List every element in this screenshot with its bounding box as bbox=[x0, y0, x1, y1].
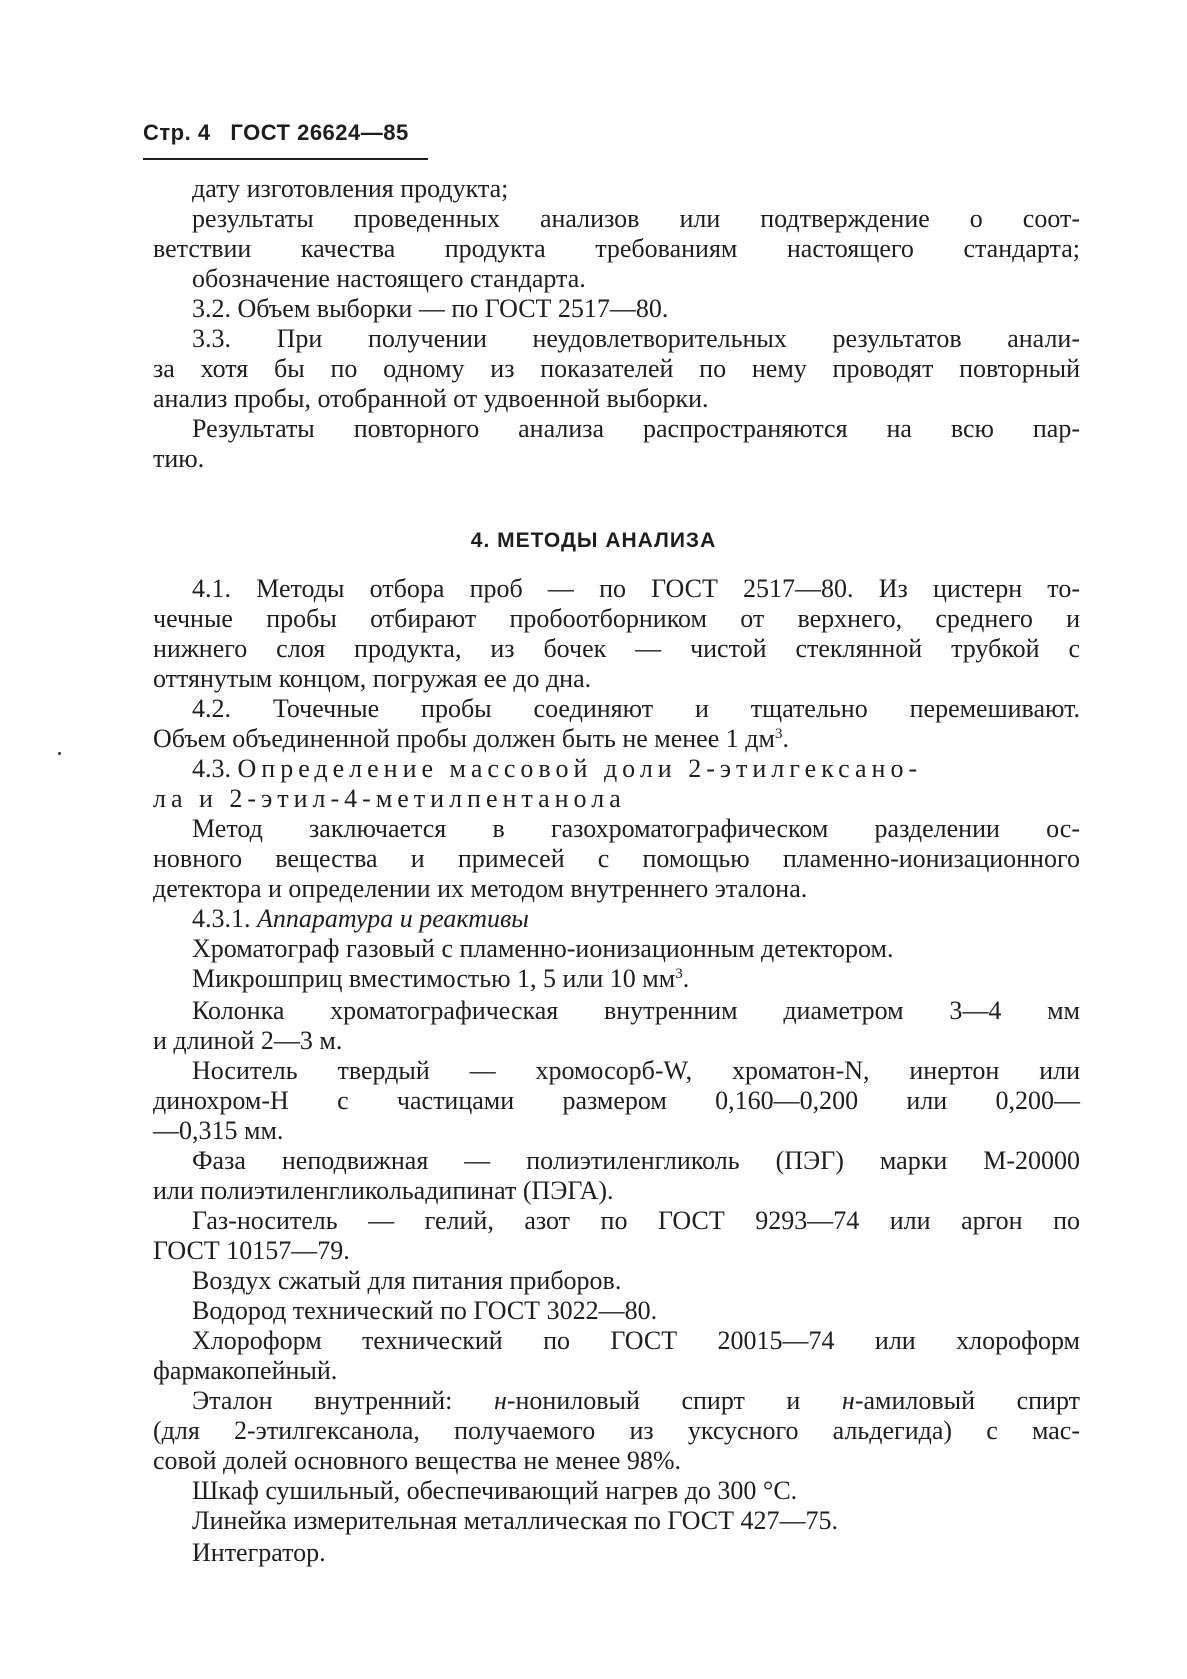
text-line: тию. bbox=[153, 444, 205, 473]
scan-speck bbox=[58, 752, 61, 755]
italic-letter: н bbox=[841, 1386, 855, 1415]
text-line: Фаза неподвижная — полиэтиленгликоль (ПЭГ) марки М-20000 bbox=[192, 1146, 1080, 1175]
text-line: Метод заключается в газохроматографическом разделении ос- bbox=[192, 814, 1080, 843]
text-line: динохром-Н с частицами размером 0,160—0,200 или 0,200— bbox=[153, 1086, 1080, 1115]
text-line: Шкаф сушильный, обеспечивающий нагрев до 300 °С. bbox=[192, 1476, 798, 1505]
text-line: Хлороформ технический по ГОСТ 20015—74 или хлороформ bbox=[192, 1326, 1080, 1355]
text-line: 3.3. При получении неудовлетворительных результатов анали- bbox=[192, 324, 1080, 353]
text-line: нижнего слоя продукта, из бочек — чистой стеклянной трубкой с bbox=[153, 634, 1080, 663]
text-line: детектора и определении их методом внутреннего эталона. bbox=[153, 874, 808, 903]
text-line: Носитель твердый — хромосорб-W, хроматон-N, инертон или bbox=[192, 1056, 1080, 1085]
text-line: совой долей основного вещества не менее 98%. bbox=[153, 1446, 682, 1475]
text-span: Объем объединенной пробы должен быть не менее 1 дм bbox=[153, 724, 775, 753]
text-line: фармакопейный. bbox=[153, 1356, 338, 1385]
text-line: и длиной 2—3 м. bbox=[153, 1026, 343, 1055]
clause-number: 4.3. bbox=[192, 754, 231, 783]
text-line: анализ пробы, отобранной от удвоенной выборки. bbox=[153, 384, 709, 413]
text-line: новного вещества и примесей с помощью пламенно-ионизационного bbox=[153, 844, 1080, 873]
standard-number: ГОСТ 26624—85 bbox=[230, 120, 409, 145]
italic-letter: н bbox=[493, 1386, 507, 1415]
text-line: Хроматограф газовый с пламенно-ионизационным детектором. bbox=[192, 934, 894, 963]
spaced-heading: Определение массовой доли 2-этилгексано- bbox=[237, 754, 923, 783]
text-span: . bbox=[782, 724, 789, 753]
text-span: Микрошприц вместимостью 1, 5 или 10 мм bbox=[192, 964, 676, 993]
text-line: Водород технический по ГОСТ 3022—80. bbox=[192, 1296, 658, 1325]
text-span: -нониловый спирт и bbox=[506, 1386, 842, 1415]
text-line: Линейка измерительная металлическая по ГОСТ 427—75. bbox=[192, 1506, 839, 1535]
text-line: Газ-носитель — гелий, азот по ГОСТ 9293—74 или аргон по bbox=[192, 1206, 1080, 1235]
section-heading: 4. МЕТОДЫ АНАЛИЗА bbox=[470, 529, 717, 552]
text-line bbox=[192, 754, 1080, 784]
text-line: 4.1. Методы отбора проб — по ГОСТ 2517—80. Из цистерн то- bbox=[192, 574, 1080, 603]
text-span: . bbox=[682, 964, 690, 993]
text-line: ла и 2-этил-4-метилпентанола bbox=[153, 784, 626, 813]
text-line: Воздух сжатый для питания приборов. bbox=[192, 1266, 622, 1295]
text-line bbox=[192, 1386, 1080, 1416]
subheading: Аппаратура и реактивы bbox=[257, 904, 529, 933]
text-line bbox=[153, 724, 1080, 754]
clause-number: 4.3.1. bbox=[192, 904, 251, 933]
text-span: -амиловый спирт bbox=[854, 1386, 1080, 1415]
text-line: чечные пробы отбирают пробоотборником от верхнего, среднего и bbox=[153, 604, 1080, 633]
text-line: —0,315 мм. bbox=[153, 1116, 284, 1145]
text-line: результаты проведенных анализов или подтверждение о соот- bbox=[192, 204, 1080, 233]
text-line: или полиэтиленгликольадипинат (ПЭГА). bbox=[153, 1176, 614, 1205]
text-line: ветствии качества продукта требованиям настоящего стандарта; bbox=[153, 234, 1080, 263]
superscript: 3 bbox=[675, 966, 683, 982]
text-line: 3.2. Объем выборки — по ГОСТ 2517—80. bbox=[192, 294, 669, 323]
page-number: Стр. 4 bbox=[143, 120, 211, 145]
text-line: 4.2. Точечные пробы соединяют и тщательно перемешивают. bbox=[192, 694, 1080, 723]
text-line: за хотя бы по одному из показателей по нему проводят повторный bbox=[153, 354, 1080, 383]
text-line bbox=[192, 904, 1080, 934]
text-line: (для 2-этилгексанола, получаемого из уксусного альдегида) с мас- bbox=[153, 1416, 1080, 1445]
text-span: Эталон внутренний: bbox=[192, 1386, 494, 1415]
text-line: обозначение настоящего стандарта. bbox=[192, 264, 586, 293]
text-line: Результаты повторного анализа распространяются на всю пар- bbox=[192, 414, 1080, 443]
page-header bbox=[143, 120, 409, 146]
text-line: ГОСТ 10157—79. bbox=[153, 1236, 350, 1265]
text-line: оттянутым концом, погружая ее до дна. bbox=[153, 664, 592, 693]
text-line: Колонка хроматографическая внутренним диаметром 3—4 мм bbox=[192, 996, 1080, 1025]
text-line: Интегратор. bbox=[192, 1538, 326, 1567]
text-line: дату изготовления продукта; bbox=[192, 174, 509, 203]
header-rule bbox=[143, 158, 428, 160]
text-line bbox=[192, 964, 1080, 994]
superscript: 3 bbox=[774, 726, 783, 742]
